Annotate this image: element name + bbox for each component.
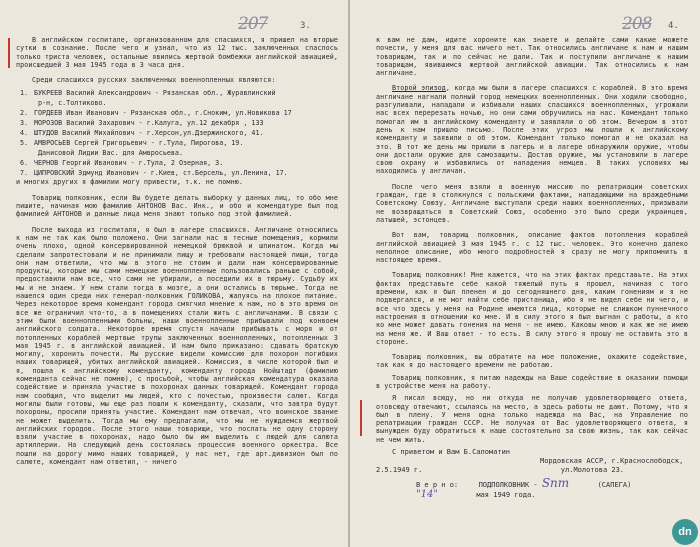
right-handwritten-page-number: 208 <box>622 14 652 34</box>
list-item: 7. ЦИПРОВСКИЙ Эдмунд Иванович - г.Киев, ст.Берсель, ул.Ленина, 17. <box>20 169 288 178</box>
left-paragraph-3: После выхода из госпиталя, я был в лагере спасшихся. Англичане относились к нам не так как было положено. Они загнали нас в тесные помещения, кормили очень плохо, одной консервированной немецкой брюквой и шпинатом. Когда мы сделали запротестовали и не принимали пищу и требовали настоящей пищи, тогда они нам ответили, что мы в этого не стоим и дали нам консервированные продукты, которые мы сами немецкие военнопленные пользовались раньше с собой, предоставили нам все, что сами не убирали, а поседили их в тюрьму. Судьбу их мы и не знаем. У нем стали тогда в мозге, а они остались в тюрьме. Тогда не нашелся один среди них генерал-полковник ГОЛИКОВА, жалуясь на плохое питание. Через некоторое время комендант города смягчил мнение к нам, но в это время он все же ограничил что-то, а в помещениях стали жить с англичанами. В связи с этим были военнопленными больны, наши военнопленные прибывали под конвоем английского солдата. Некоторое время спустя начали прибывать с моря и от потопленных кораблей мертвые трупы заключенных военнопленных, потопленных 3 мая 1945 г. в английской авиацией. И нам было приказано: сдавать братскую могилу, хоронить почести. Мы русские видели комиссию для похорон погибших наших товарищей, убитых английской авиацией. Комиссия, в числе которой был и я, пошла к английскому коменданту, коменданту города Нойштадт (фамилию коменданта сейчас не помню), с просьбой, чтобы английская комендатура оказала содействие и приняла участие в похоронах данных товарищей. Комендант города нам сообщил, что выделит мы людей, кто с почестью, произвести салют. Когда могилы были готовы, мы еще раз пошли к коменданту, сказали, что завтра будут похороны, просили принять участие. Комендант нам отвечал, что воинское звание не может выделить. Тогда мы ему предлагали, что мы не нуждаемся жертвой английских городов. После этого наши товарищи, что послать не одну сторону взяли участие в похоронах, надо было бы им выделить с людей для салюта артиллерии. На следующий день состоялась процессия военного оркестра. Все пошли на дорогу мимо наших товарищей, у нас нет, где арт.дивизион был по салюте, комендант нам ответил, - ничего <box>16 225 338 466</box>
left-paragraph-2: Товарищ полковник, если Вы будете делать выборку у данных лиц, то обо мне пишите, начиная мою фамилию АНТОНОВ Вас. Инк., и обо и комендатуре был под фамилией АНТОНОВ и данные лица меня знают только под этой фамилией. <box>16 193 338 219</box>
right-page <box>350 0 700 547</box>
verno-name: ПОДПОЛКОВНИК - <box>478 481 538 490</box>
list-item: 5. АМВРОСЬЕВ Сергей Григорьевич - г.Тула, Пирогова, 19. Данисовой Лидии Вас. для Амвросьева. <box>20 139 244 158</box>
bottom-day: "14" <box>416 489 438 501</box>
date-and-address <box>376 466 688 475</box>
greeting: С приветом и Вам Б.Саломатин <box>392 448 511 457</box>
right-paragraph-8: Я писал всюду, но ни откуда не получаю удовлетворяющего ответа, отовсюду отвечают, ссылаясь на место, а здесь работы не дают. Потому, что я был в плену. У меня одна только надежда на Вас, на Управление по репатриации граждан СССР. Не получая от Вас удовлетворяющего ответа, я вынужден буду обратиться к наше состоятельно за свою жизнь, так как сейчас не чем жить. <box>376 394 688 444</box>
bottom-month: мая 1949 года. <box>476 491 536 500</box>
verno-label: В е р н о: <box>416 481 459 490</box>
red-margin-mark <box>8 38 10 68</box>
left-page <box>0 0 348 547</box>
list-after-text: и многих других я фамилии могу привести, т.к. не помню. <box>16 178 243 187</box>
bottom-date-line <box>376 490 688 500</box>
address-line-1: Мордовская АССР, г.Краснослободск, <box>540 457 684 466</box>
left-intro-paragraph: В английском госпитале, организованном для спасшихся, я пришел на вторые сутки в сознание. После чего и узнал, что из 12 тыс. заключенных спаслось только триста человек, остальные явились жертвой бомбежки английской авиацией, происшедшей 3 мая 1945 года в 3 часа дня. <box>16 36 338 69</box>
survivor-list <box>16 88 338 178</box>
right-typed-page-number: 4. <box>668 21 679 31</box>
handwritten-signature: Snm <box>541 476 570 491</box>
address-line-2: ул.Молотова 23. <box>560 466 625 475</box>
letter-date: 2.5.1949 г. <box>376 466 423 475</box>
red-margin-mark-right <box>360 400 362 436</box>
right-paragraph-1: к вам не дам, идите хороните как знаете и делайте сами какие можете почести, у меня для вас ничего нет. Так относились англичане к нам и нашим товарищам, так и по сейчас не дали. Так и поступили англичане к нашим товарищам, явившимся жертвой английской авиации. Так относились к нам англичане. <box>376 36 688 78</box>
left-typed-page-number: 3. <box>300 21 311 31</box>
list-item: 1. БУКРЕЕВ Василий Александрович - Рязанская обл., Журавлинский р-н, с.Толтиково. <box>20 89 276 108</box>
right-paragraph-6: Товарищ полковник, вы обратите на мое положение, окажите содействие, так как я до настоящего времени не работаю. <box>376 353 688 370</box>
list-item: 2. ГОРДЕЕВ Иван Иванович - Рязанская обл., г.Сноким, ул.Новикова 17 <box>20 109 292 118</box>
list-item: 3. МОРОЗОВ Василий Захарович - г.Калуга, ул.12 декабря , 133 <box>20 119 264 128</box>
list-title: Среди спасшихся русских заключенных военнопленных являются: <box>32 76 276 85</box>
right-paragraph-4: Вот вам, товарищ полковник, описание фактов потопления кораблей английской авиацией 3 мая 1945 г. с 12 тыс. человек. Это конечно далеко неполное описание, ибо много подробностей я сразу не могу припомнить в настоящее время. <box>376 231 688 265</box>
left-handwritten-page-number: 207 <box>238 14 268 34</box>
episode-title: Второй эпизод <box>392 84 446 93</box>
right-paragraph-2: Второй эпизод, когда мы были в лагере спасшихся с кораблей. В это время англичане нагнали полный город немецких военнопленных. Они ходили свободно, разгуливали, нападали и избивали наших спасшихся военнопленных, угрожали нас всех перерезать ночью, но они сами обручились на нас. Комендант только помогал им в английскому коменданту и заявляли о об этом. Вечером в этот день к нам пришло письмо. После этих угроз мы пошли к английскому коменданту и заявили о об этом. Комендант только помогал и не оказал на это. В тот же день мы пришли в лагерь и в лагере обнаружили оружие, чтобы они достали оружие для самозащиты. Достав оружие, мы установили в лагере свою охрану и избавились от нападения немцев. В таких условиях мы находились у англичан. <box>376 84 688 176</box>
watermark-logo: dn <box>672 519 698 545</box>
right-paragraph-5: Товарищ полковник! Мне кажется, что на этих фактах представьте. На этих фактах представьте себе какой тяжелый путь я прошел, начиная с того времени, как я был пленен и до сегодняшнего дня, каким гонениям и я не подвергался, и не мог найти себе пристанища, ибо я не видел себе ни чего, и все что здесь у меня на Родине имеются лица, которые не слишком пуннечного настроения в отношении ко мне. И в силу этого я был выгнан с работы, а кто ко мне может давать гонения на меня - не имею. Каковы мною и как же не имею на меня же. И Ваш ответ - то есть. В силу этого я прошу не оставить это в стороне. <box>376 271 688 346</box>
verno-suffix: (САПЕГА) <box>597 481 632 490</box>
list-item: 4. ШТУДОВ Василий Михайлович - г.Херсон,ул.Дзержинского, 41. <box>20 129 264 138</box>
right-paragraph-3: После чего меня взяли в военную миссию по репатриации советских граждан, где я столкнулся с польскими фактами, нападающими на враждебными Советскому Союзу. Англичане выступали среди наших военнопленных, призывали не возвращаться в Советский Союз, особенно это было среди украинцев, латышей, эстонцев. <box>376 182 688 224</box>
list-item: 6. ЧЕРНОВ Георгий Иванович - г.Тула, 2 Озерная, 3. <box>20 159 224 168</box>
right-paragraph-7: Товарищ полковник, я питаю надежды на Ваше содействие в оказании помощи в устройстве меня на работу. <box>376 373 688 390</box>
